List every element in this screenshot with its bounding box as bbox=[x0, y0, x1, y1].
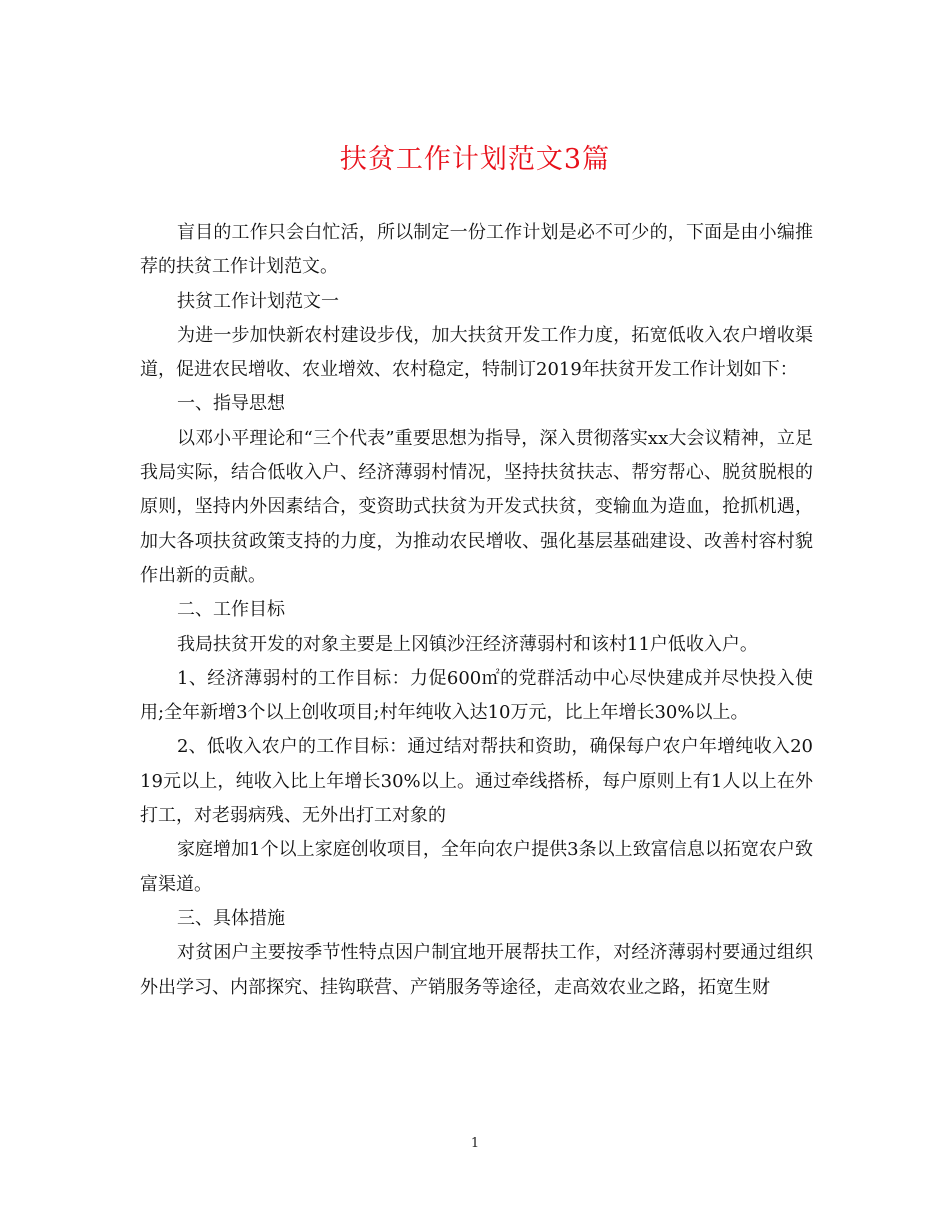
body-paragraph: 家庭增加1个以上家庭创收项目，全年向农户提供3条以上致富信息以拓宽农户致富渠道。 bbox=[140, 839, 813, 895]
body-paragraph: 1、经济薄弱村的工作目标：力促600㎡的党群活动中心尽快建成并尽快投入使用;全年新增3个以上创收项目;村年纯收入达10万元，比上年增长30%以上。 bbox=[140, 667, 813, 724]
body-paragraph: 我局扶贫开发的对象主要是上冈镇沙汪经济薄弱村和该村11户低收入户。 bbox=[177, 633, 758, 655]
body-paragraph: 2、低收入农户的工作目标：通过结对帮扶和资助，确保每户农户年增纯收入2019元以上，纯收入比上年增长30%以上。通过牵线搭桥，每户原则上有1人以上在外打工，对老弱病残、无外出打工对象的 bbox=[140, 736, 813, 827]
document-body bbox=[140, 216, 813, 1005]
page-number: 1 bbox=[470, 1136, 480, 1151]
section-heading-guiding-thought: 一、指导思想 bbox=[177, 393, 285, 415]
section-heading-work-goals: 二、工作目标 bbox=[177, 599, 285, 621]
intro-paragraph: 盲目的工作只会白忙活，所以制定一份工作计划是必不可少的，下面是由小编推荐的扶贫工作计划范文。 bbox=[140, 222, 813, 278]
section-heading-specific-measures: 三、具体措施 bbox=[177, 907, 285, 929]
body-paragraph: 为进一步加快新农村建设步伐，加大扶贫开发工作力度，拓宽低收入农户增收渠道，促进农民增收、农业增效、农村稳定，特制订2019年扶贫开发工作计划如下： bbox=[140, 324, 813, 381]
body-paragraph: 以邓小平理论和“三个代表”重要思想为指导，深入贯彻落实xx大会议精神，立足我局实际，结合低收入户、经济薄弱村情况，坚持扶贫扶志、帮穷帮心、脱贫脱根的原则，坚持内外因素结合，变资助式扶贫为开发式扶贫，变输血为造血，抢抓机遇，加大各项扶贫政策支持的力度，为推动农民增收、强化基层基础建设、改善村容村貌作出新的贡献。 bbox=[140, 427, 813, 586]
body-paragraph: 对贫困户主要按季节性特点因户制宜地开展帮扶工作，对经济薄弱村要通过组织外出学习、内部探究、挂钩联营、产销服务等途径，走高效农业之路，拓宽生财 bbox=[140, 942, 813, 998]
document-title: 扶贫工作计划范文3篇 bbox=[339, 144, 611, 175]
section-heading-sample-one: 扶贫工作计划范文一 bbox=[177, 290, 339, 312]
